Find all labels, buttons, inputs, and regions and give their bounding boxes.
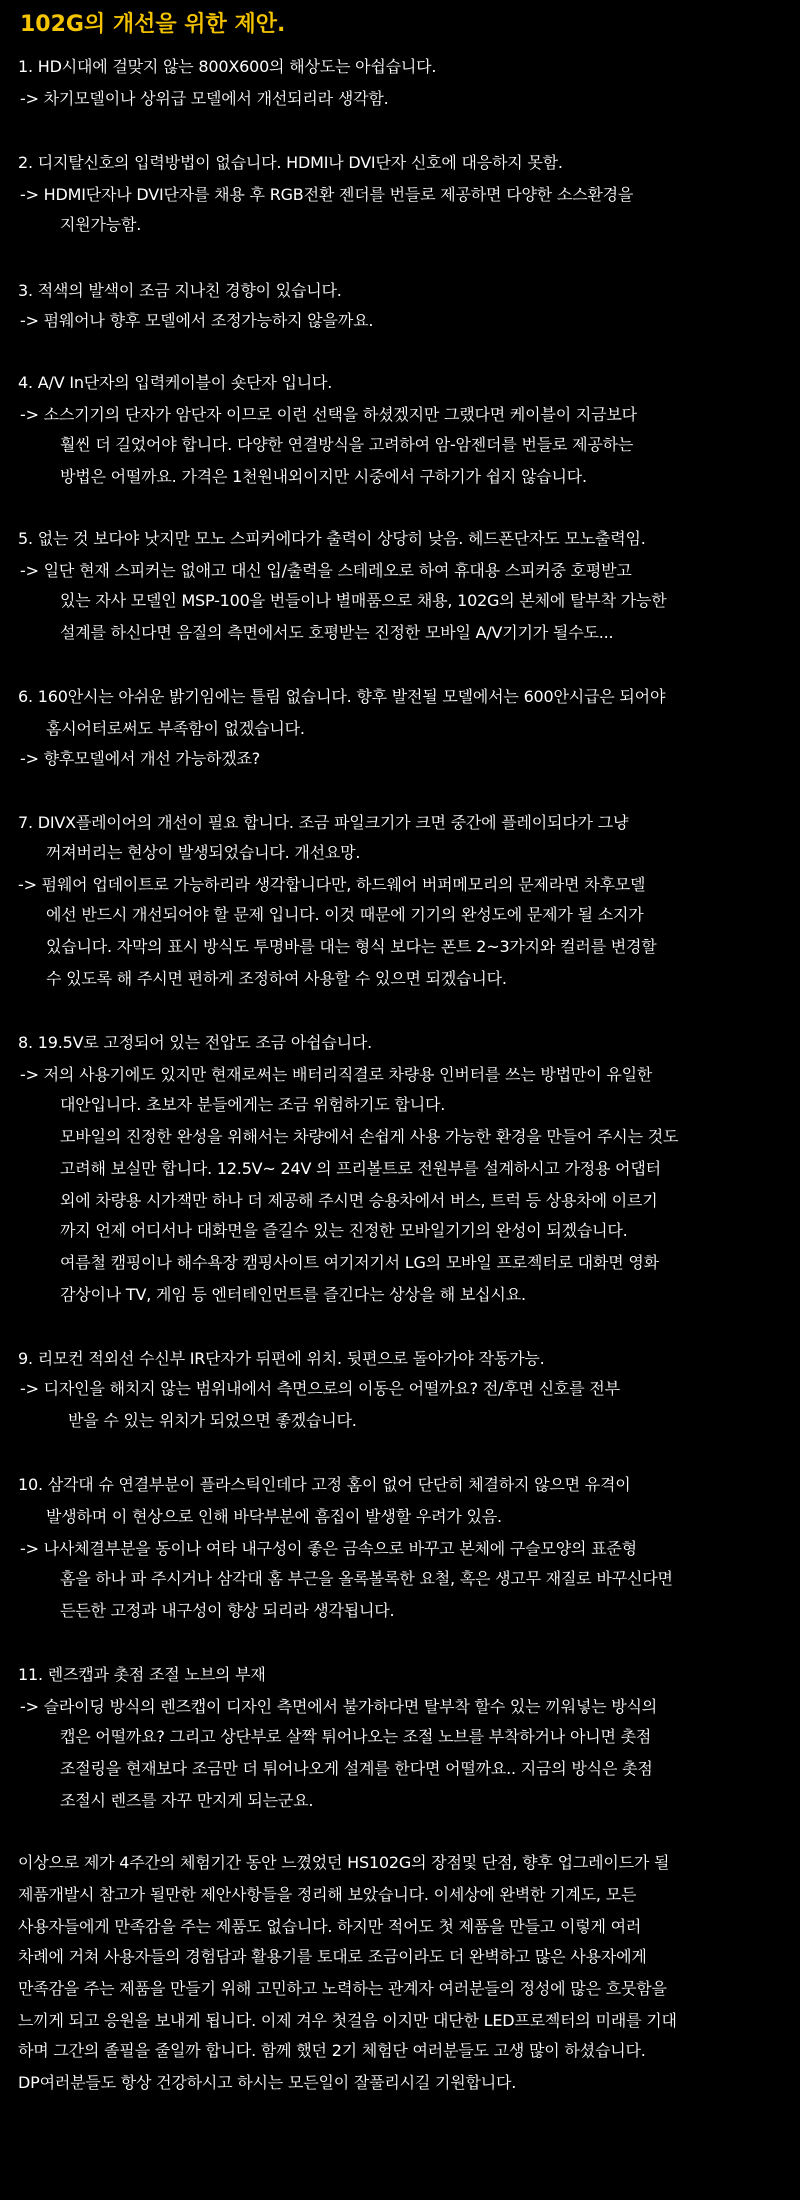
item-4-answer-cont: 방법은 어떨까요. 가격은 1천원내외이지만 시중에서 구하기가 쉽지 않습니다. bbox=[60, 467, 587, 486]
item-7-answer: -> 펌웨어 업데이트로 가능하리라 생각합니다만, 하드웨어 버퍼메모리의 문제라면 차후모델 bbox=[18, 875, 646, 894]
closing-paragraph-line: 느끼게 되고 응원을 보내게 됩니다. 이제 겨우 첫걸음 이지만 대단한 LED프로젝터의 미래를 기대 bbox=[18, 2011, 677, 2030]
item-2-heading: 2. 디지탈신호의 입력방법이 없습니다. HDMI나 DVI단자 신호에 대응하지 못함. bbox=[18, 153, 563, 172]
item-5-answer: -> 일단 현재 스피커는 없애고 대신 입/출력을 스테레오로 하여 휴대용 스피커중 호평받고 bbox=[20, 561, 632, 580]
item-10-answer-cont: 든든한 고정과 내구성이 향상 되리라 생각됩니다. bbox=[60, 1601, 395, 1620]
item-3-heading: 3. 적색의 발색이 조금 지나친 경향이 있습니다. bbox=[18, 281, 342, 300]
closing-paragraph-line: 만족감을 주는 제품을 만들기 위해 고민하고 노력하는 관계자 여러분들의 정성에 많은 흐뭇함을 bbox=[18, 1979, 667, 1998]
item-10-heading-cont: 발생하며 이 현상으로 인해 바닥부분에 흠집이 발생할 우려가 있음. bbox=[46, 1507, 502, 1526]
item-6-heading: 6. 160안시는 아쉬운 밝기임에는 틀림 없습니다. 향후 발전될 모델에서는 600안시급은 되어야 bbox=[18, 687, 666, 706]
item-1-heading: 1. HD시대에 걸맞지 않는 800X600의 해상도는 아쉽습니다. bbox=[18, 57, 437, 76]
item-3-answer: -> 펌웨어나 향후 모델에서 조정가능하지 않을까요. bbox=[20, 311, 374, 330]
page-title: 102G의 개선을 위한 제안. bbox=[20, 12, 286, 37]
item-11-answer-cont: 조절링을 현재보다 조금만 더 튀어나오게 설계를 한다면 어떨까요.. 지금의 방식은 촛점 bbox=[60, 1759, 653, 1778]
item-9-answer-cont: 받을 수 있는 위치가 되었으면 좋겠습니다. bbox=[68, 1411, 357, 1430]
item-11-heading: 11. 렌즈캡과 촛점 조절 노브의 부재 bbox=[18, 1665, 266, 1684]
item-6-heading-cont: 홈시어터로써도 부족함이 없겠습니다. bbox=[46, 719, 305, 738]
item-11-answer-cont: 조절시 렌즈를 자꾸 만지게 되는군요. bbox=[60, 1791, 314, 1810]
item-8-answer: -> 저의 사용기에도 있지만 현재로써는 배터리직결로 차량용 인버터를 쓰는 방법만이 유일한 bbox=[20, 1065, 653, 1084]
item-2-answer: -> HDMI단자나 DVI단자를 채용 후 RGB전환 젠더를 번들로 제공하면 다양한 소스환경을 bbox=[20, 185, 634, 204]
item-11-answer: -> 슬라이딩 방식의 렌즈캡이 디자인 측면에서 불가하다면 탈부착 할수 있는 끼워넣는 방식의 bbox=[20, 1697, 657, 1716]
item-8-answer-cont: 까지 언제 어디서나 대화면을 즐길수 있는 진정한 모바일기기의 완성이 되겠습니다. bbox=[60, 1221, 628, 1240]
item-1-answer: -> 차기모델이나 상위급 모델에서 개선되리라 생각함. bbox=[20, 89, 389, 108]
item-7-answer-cont: 수 있도록 해 주시면 편하게 조정하여 사용할 수 있으면 되겠습니다. bbox=[46, 969, 507, 988]
closing-paragraph-line: 제품개발시 참고가 될만한 제안사항들을 정리해 보았습니다. 이세상에 완벽한 기계도, 모든 bbox=[18, 1885, 637, 1904]
item-11-answer-cont: 캡은 어떨까요? 그리고 상단부로 살짝 튀어나오는 조절 노브를 부착하거나 아니면 촛점 bbox=[60, 1727, 652, 1746]
item-4-answer: -> 소스기기의 단자가 암단자 이므로 이런 선택을 하셨겠지만 그랬다면 케이블이 지금보다 bbox=[20, 405, 637, 424]
item-7-answer-cont: 있습니다. 자막의 표시 방식도 투명바를 대는 형식 보다는 폰트 2~3가지와 컬러를 변경할 bbox=[46, 937, 657, 956]
item-10-answer: -> 나사체결부분을 동이나 여타 내구성이 좋은 금속으로 바꾸고 본체에 구슬모양의 표준형 bbox=[20, 1539, 637, 1558]
item-6-answer: -> 향후모델에서 개선 가능하겠죠? bbox=[20, 749, 261, 768]
item-9-heading: 9. 리모컨 적외선 수신부 IR단자가 뒤편에 위치. 뒷편으로 돌아가야 작동가능. bbox=[18, 1349, 545, 1368]
item-8-answer-cont: 감상이나 TV, 게임 등 엔터테인먼트를 즐긴다는 상상을 해 보십시요. bbox=[60, 1285, 526, 1304]
item-4-heading: 4. A/V In단자의 입력케이블이 숏단자 입니다. bbox=[18, 373, 333, 392]
item-8-heading: 8. 19.5V로 고정되어 있는 전압도 조금 아쉽습니다. bbox=[18, 1033, 372, 1052]
item-4-answer-cont: 훨씬 더 길었어야 합니다. 다양한 연결방식을 고려하여 암-암젠더를 번들로 제공하는 bbox=[60, 435, 634, 454]
closing-paragraph-line: 이상으로 제가 4주간의 체험기간 동안 느꼈었던 HS102G의 장점및 단점, 향후 업그레이드가 될 bbox=[18, 1853, 670, 1872]
closing-paragraph-line: 사용자들에게 만족감을 주는 제품도 없습니다. 하지만 적어도 첫 제품을 만들고 이렇게 여러 bbox=[18, 1917, 642, 1936]
closing-paragraph-line: DP여러분들도 항상 건강하시고 하시는 모든일이 잘풀리시길 기원합니다. bbox=[18, 2073, 517, 2092]
item-5-answer-cont: 있는 자사 모델인 MSP-100을 번들이나 별매품으로 채용, 102G의 본체에 탈부착 가능한 bbox=[60, 591, 667, 610]
item-8-answer-cont: 여름철 캠핑이나 해수욕장 캠핑사이트 여기저기서 LG의 모바일 프로젝터로 대화면 영화 bbox=[60, 1253, 659, 1272]
item-10-answer-cont: 홈을 하나 파 주시거나 삼각대 홈 부근을 올록볼록한 요철, 혹은 생고무 재질로 바꾸신다면 bbox=[60, 1569, 673, 1588]
closing-paragraph-line: 차례에 거쳐 사용자들의 경험담과 활용기를 토대로 조금이라도 더 완벽하고 많은 사용자에게 bbox=[18, 1947, 647, 1966]
item-8-answer-cont: 모바일의 진정한 완성을 위해서는 차량에서 손쉽게 사용 가능한 환경을 만들어 주시는 것도 bbox=[60, 1127, 679, 1146]
closing-paragraph-line: 하며 그간의 졸필을 줄일까 합니다. 함께 했던 2기 체험단 여러분들도 고생 많이 하셨습니다. bbox=[18, 2041, 646, 2060]
item-7-answer-cont: 에선 반드시 개선되어야 할 문제 입니다. 이것 때문에 기기의 완성도에 문제가 될 소지가 bbox=[46, 905, 644, 924]
item-5-answer-cont: 설계를 하신다면 음질의 측면에서도 호평받는 진정한 모바일 A/V기기가 될수도... bbox=[60, 623, 614, 642]
item-10-heading: 10. 삼각대 슈 연결부분이 플라스틱인데다 고정 홈이 없어 단단히 체결하지 않으면 유격이 bbox=[18, 1475, 631, 1494]
item-8-answer-cont: 고려해 보실만 합니다. 12.5V~ 24V 의 프리볼트로 전원부를 설계하시고 가정용 어댑터 bbox=[60, 1159, 661, 1178]
item-5-heading: 5. 없는 것 보다야 낫지만 모노 스피커에다가 출력이 상당히 낮음. 헤드폰단자도 모노출력임. bbox=[18, 529, 646, 548]
item-8-answer-cont: 외에 차량용 시가잭만 하나 더 제공해 주시면 승용차에서 버스, 트럭 등 상용차에 이르기 bbox=[60, 1191, 658, 1210]
item-7-heading-cont: 꺼져버리는 현상이 발생되었습니다. 개선요망. bbox=[46, 843, 361, 862]
item-7-heading: 7. DIVX플레이어의 개선이 필요 합니다. 조금 파일크기가 크면 중간에 플레이되다가 그냥 bbox=[18, 813, 629, 832]
item-8-answer-cont: 대안입니다. 초보자 분들에게는 조금 위험하기도 합니다. bbox=[60, 1095, 446, 1114]
item-9-answer: -> 디자인을 해치지 않는 범위내에서 측면으로의 이동은 어떨까요? 전/후면 신호를 전부 bbox=[20, 1379, 620, 1398]
item-2-answer-cont: 지원가능함. bbox=[60, 215, 142, 234]
